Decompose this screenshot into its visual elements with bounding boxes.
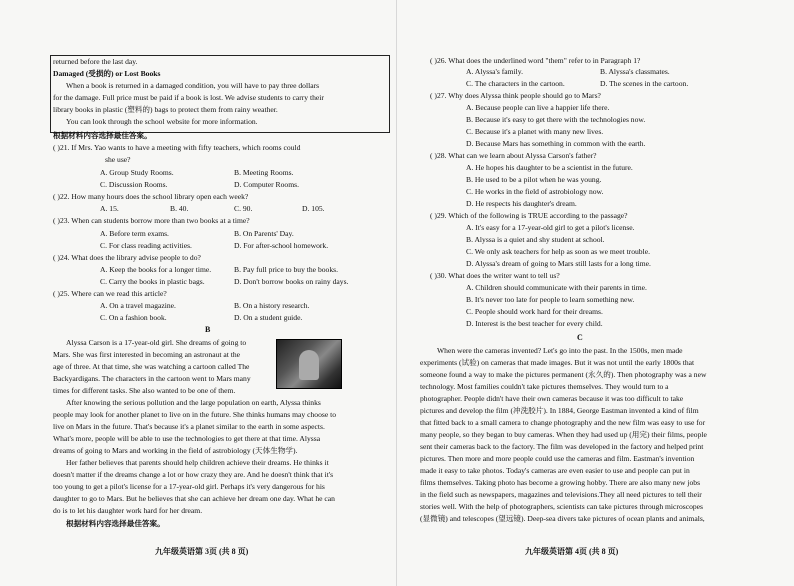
q30-stem: ( )30. What does the writer want to tell us? xyxy=(430,271,560,280)
q23-stem: ( )23. When can students borrow more than two books at a time? xyxy=(53,216,250,225)
q29-option-c[interactable]: C. We only ask teachers for help as soon as we meet trouble. xyxy=(466,247,650,256)
passage-b-line: daughter to go to Mars. But he believes that she can achieve her dream one day. What he can xyxy=(53,494,335,503)
q28-option-d[interactable]: D. He respects his daughter's dream. xyxy=(466,199,577,208)
box-para-3: library books in plastic (塑料的) bags to protect them from rainy weather. xyxy=(53,105,278,114)
q22-option-b[interactable]: B. 40. xyxy=(170,204,189,213)
q26-option-b[interactable]: B. Alyssa's classmates. xyxy=(600,67,670,76)
q28-option-a[interactable]: A. He hopes his daughter to be a scientist in the future. xyxy=(466,163,633,172)
passage-c-line: sent their cameras back to the factory. The film was developed in the factory and helped print xyxy=(420,442,704,451)
q21-stem-cont: she use? xyxy=(105,155,131,164)
passage-b-line: After knowing the serious pollution and the large population on earth, Alyssa thinks xyxy=(66,398,321,407)
passage-c-line: When were the cameras invented? Let's go into the past. In the 1500s, men made xyxy=(437,346,683,355)
q26-option-d[interactable]: D. The scenes in the cartoon. xyxy=(600,79,689,88)
q21-stem: ( )21. If Mrs. Yao wants to have a meeting with fifty teachers, which rooms could xyxy=(53,143,301,152)
q30-option-b[interactable]: B. It's never too late for people to learn something new. xyxy=(466,295,635,304)
q29-stem: ( )29. Which of the following is TRUE according to the passage? xyxy=(430,211,628,220)
q22-option-d[interactable]: D. 105. xyxy=(302,204,325,213)
page-footer-4: 九年级英语第 4页 (共 8 页) xyxy=(525,547,619,556)
q24-stem: ( )24. What does the library advise people to do? xyxy=(53,253,201,262)
q29-option-d[interactable]: D. Alyssa's dream of going to Mars still lasts for a long time. xyxy=(466,259,651,268)
q27-option-d[interactable]: D. Because Mars has something in common with the earth. xyxy=(466,139,646,148)
passage-c-line: pictures and develop the film (冲洗胶片). In 1884, George Eastman invented a kind of film xyxy=(420,406,699,415)
passage-b-line: doesn't matter if the dreams change a lot or how crazy they are. And he doesn't think that it's xyxy=(53,470,334,479)
q22-option-a[interactable]: A. 15. xyxy=(100,204,119,213)
q23-option-c[interactable]: C. For class reading activities. xyxy=(100,241,192,250)
passage-b-line: dreams of going to Mars and working in the field of astrobiology (天体生物学). xyxy=(53,446,298,455)
q25-option-a[interactable]: A. On a travel magazine. xyxy=(100,301,176,310)
q23-option-d[interactable]: D. For after-school homework. xyxy=(234,241,329,250)
box-para-4: You can look through the school website for more information. xyxy=(66,117,258,126)
astronaut-girl-photo xyxy=(276,339,342,389)
box-para-2: for the damage. Full price must be paid if a book is lost. We advise students to carry their xyxy=(53,93,324,102)
q30-option-d[interactable]: D. Interest is the best teacher for every child. xyxy=(466,319,603,328)
section-c-title: C xyxy=(577,333,583,342)
passage-b-line: What's more, people will be able to use the technologies to get there at that time. Alyssa xyxy=(53,434,321,443)
q28-option-b[interactable]: B. He used to be a pilot when he was young. xyxy=(466,175,602,184)
passage-b-line: Her father believes that parents should help children achieve their dreams. He thinks it xyxy=(66,458,329,467)
box-heading: Damaged (受损的) or Lost Books xyxy=(53,69,161,78)
passage-c-line: photographer. People didn't have their own cameras because it was too difficult to take xyxy=(420,394,684,403)
q21-option-b[interactable]: B. Meeting Rooms. xyxy=(234,168,294,177)
q27-option-a[interactable]: A. Because people can live a happier life there. xyxy=(466,103,610,112)
box-line-1: returned before the last day. xyxy=(53,57,138,66)
q23-option-a[interactable]: A. Before term exams. xyxy=(100,229,169,238)
q28-option-c[interactable]: C. He works in the field of astrobiology now. xyxy=(466,187,604,196)
passage-b-line: Mars. She was first interested in becoming an astronaut at the xyxy=(53,350,241,359)
q25-option-c[interactable]: C. On a fashion book. xyxy=(100,313,167,322)
q24-option-c[interactable]: C. Carry the books in plastic bags. xyxy=(100,277,205,286)
q26-option-c[interactable]: C. The characters in the cartoon. xyxy=(466,79,565,88)
passage-b-line: do is to let his daughter work hard for her dream. xyxy=(53,506,203,515)
passage-c-line: (显微镜) and telescopes (望远镜). Deep-sea divers take pictures of ocean plants and animals, xyxy=(420,514,705,523)
passage-c-line: films themselves. Taking photo has become a growing hobby. There are also many new jobs xyxy=(420,478,701,487)
page-footer-3: 九年级英语第 3页 (共 8 页) xyxy=(155,547,249,556)
q30-option-a[interactable]: A. Children should communicate with their parents in time. xyxy=(466,283,647,292)
q25-option-b[interactable]: B. On a history research. xyxy=(234,301,310,310)
passage-b-line: age of three. At that time, she was watching a cartoon called The xyxy=(53,362,250,371)
q25-stem: ( )25. Where can we read this article? xyxy=(53,289,167,298)
q27-option-c[interactable]: C. Because it's a planet with many new lives. xyxy=(466,127,604,136)
q26-option-a[interactable]: A. Alyssa's family. xyxy=(466,67,523,76)
section-b-title: B xyxy=(205,325,211,334)
q21-option-d[interactable]: D. Computer Rooms. xyxy=(234,180,299,189)
q29-option-a[interactable]: A. It's easy for a 17-year-old girl to get a pilot's license. xyxy=(466,223,635,232)
passage-c-line: technology. Most families couldn't take pictures themselves. They would turn to a xyxy=(420,382,669,391)
q25-option-d[interactable]: D. On a student guide. xyxy=(234,313,303,322)
q24-option-d[interactable]: D. Don't borrow books on rainy days. xyxy=(234,277,349,286)
q21-option-a[interactable]: A. Group Study Rooms. xyxy=(100,168,174,177)
q24-option-a[interactable]: A. Keep the books for a longer time. xyxy=(100,265,212,274)
q29-option-b[interactable]: B. Alyssa is a quiet and shy student at school. xyxy=(466,235,605,244)
passage-c-line: in the field such as newspapers, magazines and televisions.They all need pictures to tell their xyxy=(420,490,702,499)
q21-option-c[interactable]: C. Discussion Rooms. xyxy=(100,180,168,189)
q27-stem: ( )27. Why does Alyssa think people should go to Mars? xyxy=(430,91,601,100)
passage-c-line: many people, so they began to buy cameras. When they had used up (用完) their films, people xyxy=(420,430,707,439)
q30-option-c[interactable]: C. People should work hard for their dreams. xyxy=(466,307,603,316)
passage-c-line: experiments (试验) on cameras that made images. But it was not until the early 1800s that xyxy=(420,358,695,367)
q22-stem: ( )22. How many hours does the school library open each week? xyxy=(53,192,249,201)
instruction-a: 根据材料内容选择最佳答案。 xyxy=(53,131,152,140)
passage-b-line: Alyssa Carson is a 17-year-old girl. She dreams of going to xyxy=(66,338,247,347)
box-para-1: When a book is returned in a damaged condition, you will have to pay three dollars xyxy=(66,81,320,90)
passage-b-line: live on Mars in the future. That's because it's a planet similar to the earth in some aspects. xyxy=(53,422,325,431)
q23-option-b[interactable]: B. On Parents' Day. xyxy=(234,229,294,238)
passage-b-line: people may look for another planet to live on in the future. She thinks humans may choose to xyxy=(53,410,337,419)
passage-c-line: stories well. With the help of photographers, scientists can take pictures through microscopes xyxy=(420,502,703,511)
q28-stem: ( )28. What can we learn about Alyssa Carson's father? xyxy=(430,151,597,160)
q24-option-b[interactable]: B. Pay full price to buy the books. xyxy=(234,265,338,274)
q27-option-b[interactable]: B. Because it's easy to get there with the technologies now. xyxy=(466,115,646,124)
instruction-b: 根据材料内容选择最佳答案。 xyxy=(66,519,165,528)
passage-b-line: too young to get a pilot's license for a 17-year-old girl. Perhaps it's very dangerous for his xyxy=(53,482,325,491)
passage-c-line: made it easy to take photos. Today's cameras are even easier to use and people can put in xyxy=(420,466,690,475)
right-page xyxy=(397,0,794,586)
passage-b-line: Backyardigans. The characters in the cartoon went to Mars many xyxy=(53,374,251,383)
passage-b-line: times for different tasks. She also wanted to be one of them. xyxy=(53,386,236,395)
q26-stem: ( )26. What does the underlined word "them" refer to in Paragraph 1? xyxy=(430,56,641,65)
passage-c-line: pictures. Then more and more people could use the cameras and film. Eastman's invention xyxy=(420,454,695,463)
passage-c-line: that fitted back to a small camera to change photography and the new film was easy to use for xyxy=(420,418,706,427)
passage-c-line: someone found a way to make the pictures permanent (永久的). Then photography was a new xyxy=(420,370,707,379)
q22-option-c[interactable]: C. 90. xyxy=(234,204,253,213)
